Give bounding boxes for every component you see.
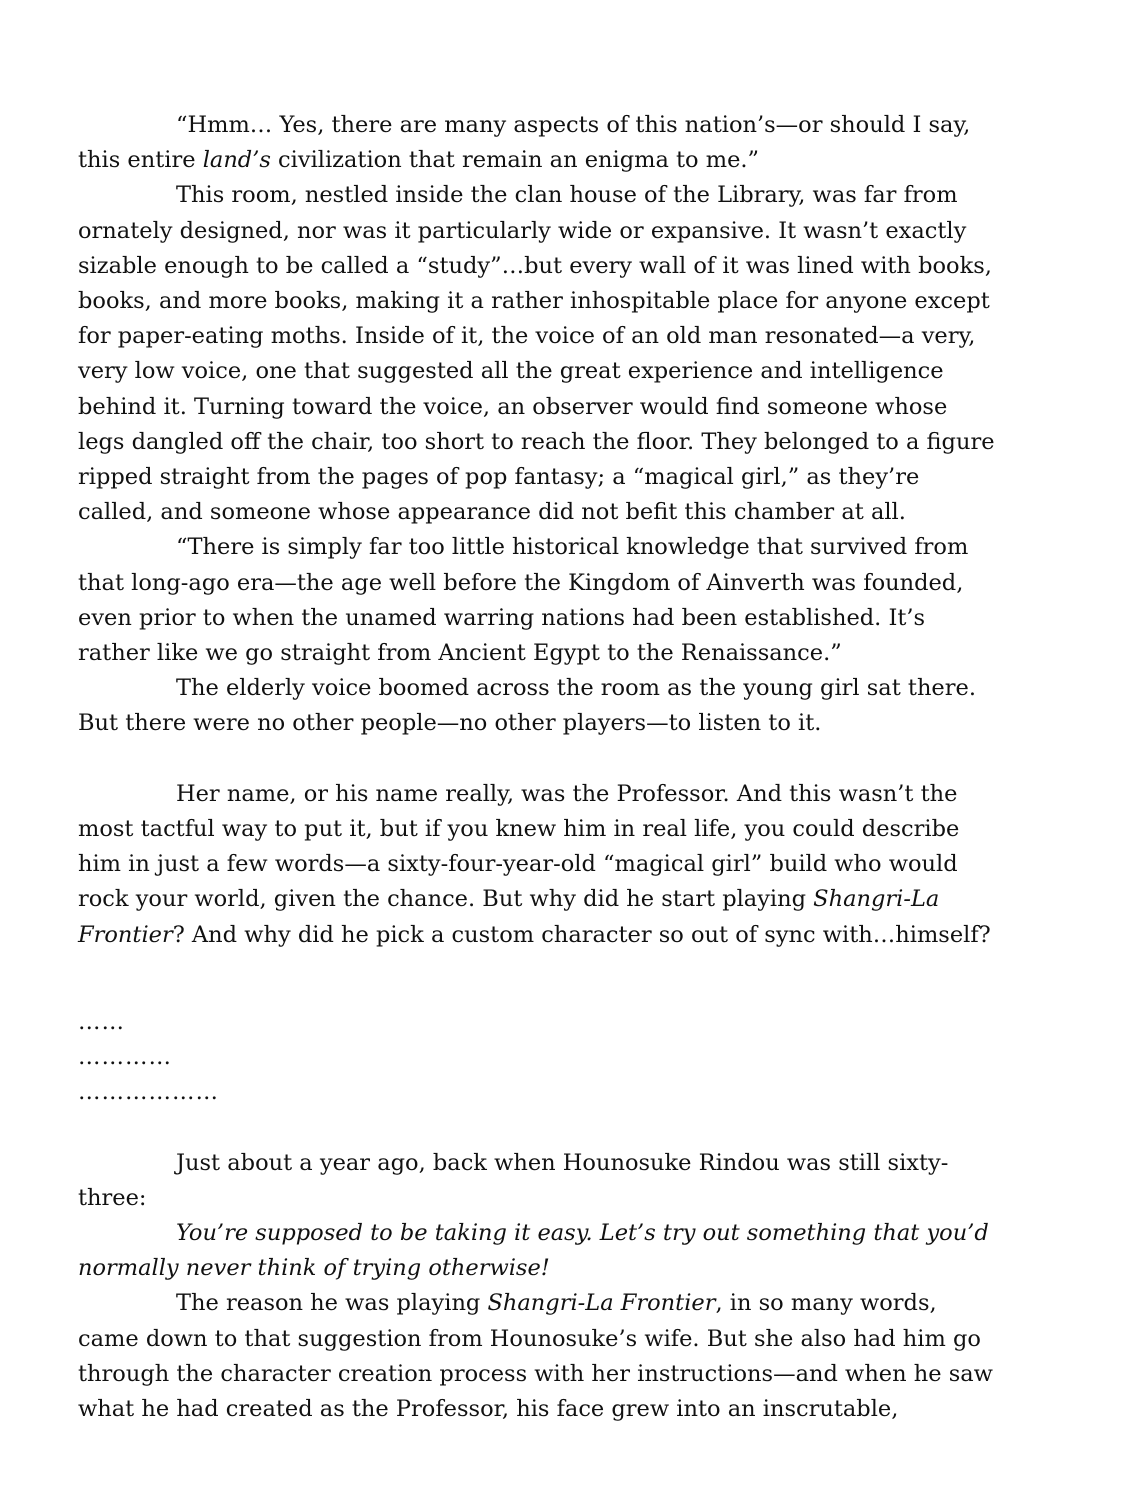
document-page: [78, 108, 998, 1427]
italic-text-run: Shangri-La Frontier: [78, 886, 940, 948]
paragraph-1: [78, 108, 998, 178]
text-run: This room, nestled inside the clan house of the Library, was far from ornately designed, nor was it particularly wide or expansive. It wasn’t exactly sizable enough to be called a “study”…but every wall of it was lined with books, books, and more books, making it a rather inhospitable place for anyone except for paper-eating moths. Inside of it, the voice of an old man resonated—a very, very low voice, one that suggested all the great experience and intelligence behind it. Turning toward the voice, an observer would find someone whose legs dangled off the chair, too short to reach the floor. They belonged to a figure ripped straight from the pages of pop fantasy; a “magical girl,” as they’re called, and someone whose appearance did not befit this chamber at all.: [78, 182, 995, 526]
paragraph-4: [78, 671, 998, 741]
text-run: Her name, or his name really, was the Professor. And this wasn’t the most tactful way to put it, but if you knew him in real life, you could describe him in just a few words—a sixty-four-year-old “magical girl” build who would rock your world, given the chance. But why did he start playing: [78, 780, 960, 913]
text-run: The reason he was playing: [176, 1290, 488, 1317]
scene-break-dots-3: ………………: [78, 1079, 219, 1106]
paragraph-6: [78, 1146, 998, 1216]
scene-break-dots-2: …………: [78, 1044, 172, 1071]
paragraph-7: [78, 1216, 998, 1286]
paragraph-5: [78, 777, 998, 953]
text-run: , in so many words, came down to that suggestion from Hounosuke’s wife. But she also had him go through the character creation process with her instructions—and when he saw what he had created as the Professor, his face grew into an inscrutable,: [78, 1290, 993, 1423]
paragraph-8: [78, 1286, 998, 1427]
section-gap: [78, 1110, 998, 1145]
text-run: ? And why did he pick a custom character so out of sync with…himself?: [172, 921, 991, 948]
italic-text-run: You’re supposed to be taking it easy. Let’s try out something that you’d normally never think of trying otherwise!: [78, 1220, 989, 1282]
text-run: civilization that remain an enigma to me.”: [270, 147, 760, 174]
section-gap: [78, 742, 998, 777]
text-run: The elderly voice boomed across the room as the young girl sat there. But there were no other people—no other players—to listen to it.: [78, 675, 976, 737]
scene-break-dots-1: ……: [78, 1008, 125, 1035]
paragraph-3: [78, 530, 998, 671]
text-run: Just about a year ago, back when Hounosuke Rindou was still sixty-three:: [78, 1149, 949, 1211]
italic-text-run: land’s: [202, 147, 271, 174]
text-run: “There is simply far too little historical knowledge that survived from that long-ago era—the age well before the Kingdom of Ainverth was founded, even prior to when the unamed warring nations had been established. It’s rather like we go straight from Ancient Egypt to the Renaissance.”: [78, 534, 969, 667]
italic-text-run: Shangri-La Frontier: [487, 1290, 716, 1317]
paragraph-2: [78, 178, 998, 530]
section-gap: [78, 953, 998, 1005]
text-run: “Hmm… Yes, there are many aspects of this nation’s—or should I say, this entire: [78, 112, 971, 174]
